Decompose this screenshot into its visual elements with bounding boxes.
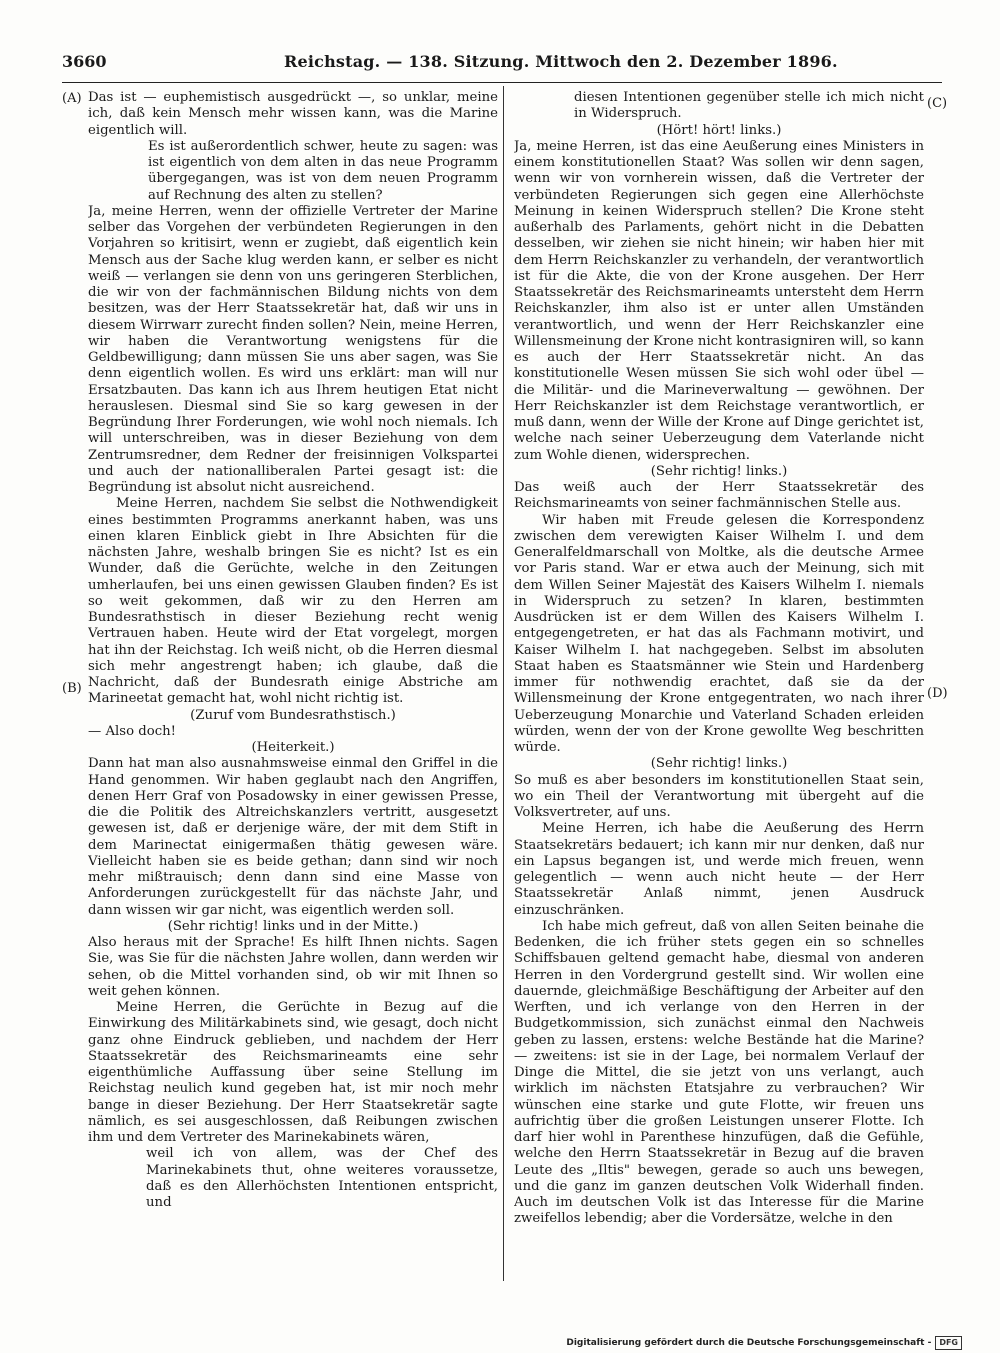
interjection: (Sehr richtig! links.) <box>650 756 788 772</box>
paragraph: Meine Herren, nachdem Sie selbst die Nothwendigkeit eines bestimmten Programms anerkannt haben, was uns einen klaren Einblick giebt in Ihre Absichten für die nächsten Jahre, weshalb bringen Sie es nicht? Ist es ein Wunder, daß die Gerüchte, welche in den Zeitungen umherlaufen, bei uns einen gewissen Glauben finden? Es ist so weit gekommen, daß wir zu den Herren am Bundesrathstisch in dieser Beziehung recht wenig Vertrauen haben. Heute wird der Etat vorgelegt, morgen hat ihn der Reichstag. Ich weiß nicht, ob die Herren diesmal sich mehr angestrengt haben; ich glaube, daß die Nachricht, daß der Bundesrath einige Abstriche am Marineetat gemacht hat, wohl nicht richtig ist. <box>88 496 498 707</box>
quotation: Es ist außerordentlich schwer, heute zu sagen: was ist eigentlich von dem alten in das neue Programm übergegangen, was ist von dem neuen Programm auf Rechnung des alten zu stellen? <box>148 138 498 203</box>
header-rule <box>62 82 942 83</box>
paragraph: Meine Herren, ich habe die Aeußerung des Herrn Staatsekretärs bedauert; ich kann mir nur denken, daß nur ein Lapsus begangen ist, und werde mich freuen, wenn gelegentlich — wenn auch nicht heute — der Herr Staatssekretär Anlaß nimmt, jenen Ausdruck einzuschränken. <box>514 821 924 918</box>
digitization-credit <box>566 1336 962 1350</box>
margin-marker-c: (C) <box>927 96 948 111</box>
interjection: (Sehr richtig! links und in der Mitte.) <box>167 918 419 934</box>
paragraph: Also heraus mit der Sprache! Es hilft Ihnen nichts. Sagen Sie, was Sie für die nächsten Jahre wollen, dann werden wir sehen, ob die Mittel vorhanden sind, ob wir mit Ihnen so weit gehen können. <box>88 935 498 999</box>
page-number: 3660 <box>62 52 107 71</box>
paragraph: Das weiß auch der Herr Staatssekretär des Reichsmarineamts von seiner fachmännischen Stelle aus. <box>514 480 924 512</box>
column-divider <box>503 86 504 1281</box>
paragraph: — Also doch! <box>88 723 176 739</box>
interjection: (Zuruf vom Bundesrathstisch.) <box>190 707 396 723</box>
quotation: weil ich von allem, was der Chef des Marinekabinets thut, ohne weiteres voraussetze, daß es den Allerhöchsten Intentionen entspricht, und <box>146 1146 498 1210</box>
paragraph: Dann hat man also ausnahmsweise einmal den Griffel in die Hand genommen. Wir haben geglaubt nach den Angriffen, denen Herr Graf von Posadowsky in einer gewissen Presse, die die Politik des Altreichskanzlers vertritt, ausgesetzt gewesen ist, daß er derjenige wäre, der mit dem Stift in dem Marinectat einigermaßen thätig gewesen wäre. Vielleicht haben sie es beide gethan; dann sind wir noch mehr mißtrauisch; denn dann sind eine Masse von Anforderungen zurückgestellt für das nächste Jahr, und dann wissen wir gar nicht, was eigentlich werden soll. <box>88 756 498 918</box>
interjection: (Heiterkeit.) <box>251 740 335 755</box>
paragraph: Ja, meine Herren, wenn der offizielle Vertreter der Marine selber das Vorgehen der verbündeten Regierungen in den Vorjahren so kritisirt, wenn er zugiebt, daß eigentlich kein Mensch aus der Sache klug werden kann, er selber es nicht weiß — verlangen sie denn von uns geringeren Sterblichen, die wir von der fachmännischen Bildung nichts von dem besitzen, was der Herr Staatssekretär hat, daß wir uns in diesem Wirrwarr zurecht finden sollen? Nein, meine Herren, wir haben die Verantwortung wenigstens für die Geldbewilligung; dann müssen Sie uns aber sagen, was Sie denn eigentlich wollen. Es wird uns erklärt: man will nur Ersatzbauten. Das kann ich aus Ihrem heutigen Etat nicht herauslesen. Diesmal sind Sie so karg gewesen in der Begründung Ihrer Forderungen, wie wohl noch niemals. Ich will unterschreiben, was in dieser Beziehung von dem Zentrumsredner, dem Redner der freisinnigen Volkspartei und auch der nationalliberalen Partei gesagt ist: die Begründung ist absolut nicht ausreichend. <box>88 203 498 495</box>
margin-marker-d: (D) <box>927 686 948 701</box>
interjection: (Sehr richtig! links.) <box>650 463 788 479</box>
page-header <box>62 52 962 76</box>
paragraph: Ich habe mich gefreut, daß von allen Seiten beinahe die Bedenken, die ich früher stets gegen ein so schnelles Schiffsbauen geltend gemacht habe, diesmal von anderen Herren in den Vordergrund gestellt sind. Wir wollen eine dauernde, gleichmäßige Beschäftigung der Arbeiter auf den Werften, und ich verlange von den Herren in der Budgetkommission, sich zunächst einmal den Nachweis geben zu lassen, erstens: welche Bestände hat die Marine? — zweitens: ist sie in der Lage, bei normalem Verlauf der Dinge die Mittel, die sie jetzt von uns verlangt, auch wirklich im nächsten Etatsjahre zu verbrauchen? Wir wünschen eine starke und gute Flotte, wir freuen uns aufrichtig über die großen Leistungen unserer Flotte. Ich darf hier wohl in Parenthese hinzufügen, daß die Gefühle, welche den Herrn Staatssekretär in Bezug auf die braven Leute des „Iltis" bewegen, gerade so auch uns bewegen, und die ganz im ganzen deutschen Volk Widerhall finden. Auch im deutschen Volk ist das Interesse für die Marine zweifellos lebendig; aber die Vordersätze, welche in den <box>514 918 924 1227</box>
credit-text: Digitalisierung gefördert durch die Deutsche Forschungsgemeinschaft - <box>566 1338 932 1348</box>
margin-marker-b: (B) <box>62 681 82 696</box>
paragraph: Das ist — euphemistisch ausgedrückt —, so unklar, meine ich, daß kein Mensch mehr wissen kann, was die Marine eigentlich will. <box>88 90 498 138</box>
paragraph: Ja, meine Herren, ist das eine Aeußerung eines Ministers in einem konstitutionellen Staat? Was sollen wir denn sagen, wenn wir von vornherein wissen, daß die Vertreter der verbündeten Regierungen sich gegen eine Allerhöchste Meinung in keinen Widerspruch stellen? Die Krone steht außerhalb des Parlaments, gehört nicht in die Debatten desselben, wir ziehen sie nicht hinein; wir haben hier mit dem Herrn Reichskanzler zu verhandeln, der verantwortlich ist für die Akte, die von der Krone ausgehen. Der Herr Staatssekretär des Reichsmarineamts untersteht dem Herrn Reichskanzler, ihm also ist er unter allen Umständen verantwortlich, und wenn der Herr Reichskanzler eine Willensmeinung der Krone nicht kontrasigniren will, so kann es auch der Herr Staatssekretär nicht. An das konstitutionelle Wesen müssen Sie sich wohl oder übel — die Militär- und die Marineverwaltung — gewöhnen. Der Herr Reichskanzler ist dem Reichstage verantwortlich, er muß dann, wenn der Wille der Krone auf Dinge gerichtet ist, welche nach seiner Ueberzeugung dem Vaterlande nicht zum Wohle dienen, widersprechen. <box>514 138 924 463</box>
quotation: diesen Intentionen gegenüber stelle ich mich nicht in Widerspruch. <box>574 90 924 122</box>
paragraph: Meine Herren, die Gerüchte in Bezug auf die Einwirkung des Militärkabinets sind, wie gesagt, doch nicht ganz ohne Eindruck geblieben, und nachdem der Herr Staatssekretär des Reichsmarineamts eine sehr eigenthümliche Auffassung über seine Stellung im Reichstag neulich kund gegeben hat, ist mir noch mehr bange in dieser Beziehung. Der Herr Staatsekretär sagte nämlich, es sei ausgeschlossen, daß Reibungen zwischen ihm und dem Vertreter des Marinekabinets wären, <box>88 1000 498 1145</box>
paragraph: Wir haben mit Freude gelesen die Korrespondenz zwischen dem verewigten Kaiser Wilhelm I. und dem Generalfeldmarschall von Moltke, als die deutsche Armee vor Paris stand. War er etwa auch der Meinung, sich mit dem Willen Seiner Majestät des Kaisers Wilhelm I. niemals in Widerspruch zu setzen? In klaren, bestimmten Ausdrücken ist er dem Willen des Kaisers Wilhelm I. entgegengetreten, er hat das als Fachmann motivirt, und Kaiser Wilhelm I. hat nachgegeben. Selbst im absoluten Staat haben es Staatsmänner wie Stein und Hardenberg immer für nothwendig erachtet, daß sie da der Willensmeinung der Krone entgegentraten, wo nach ihrer Ueberzeugung Monarchie und Vaterland Schaden erleiden würden, wenn der von der Krone gewollte Weg beschritten würde. <box>514 512 924 755</box>
interjection: (Hört! hört! links.) <box>656 122 782 138</box>
dfg-logo: DFG <box>935 1336 962 1350</box>
margin-marker-a: (A) <box>62 91 82 106</box>
paragraph: So muß es aber besonders im konstitutionellen Staat sein, wo ein Theil der Verantwortung mit übergeht auf die Volksvertreter, auf uns. <box>514 772 924 820</box>
running-title: Reichstag. — 138. Sitzung. Mittwoch den 2. Dezember 1896. <box>284 52 838 71</box>
left-column <box>88 90 498 1280</box>
right-column <box>514 90 924 1280</box>
